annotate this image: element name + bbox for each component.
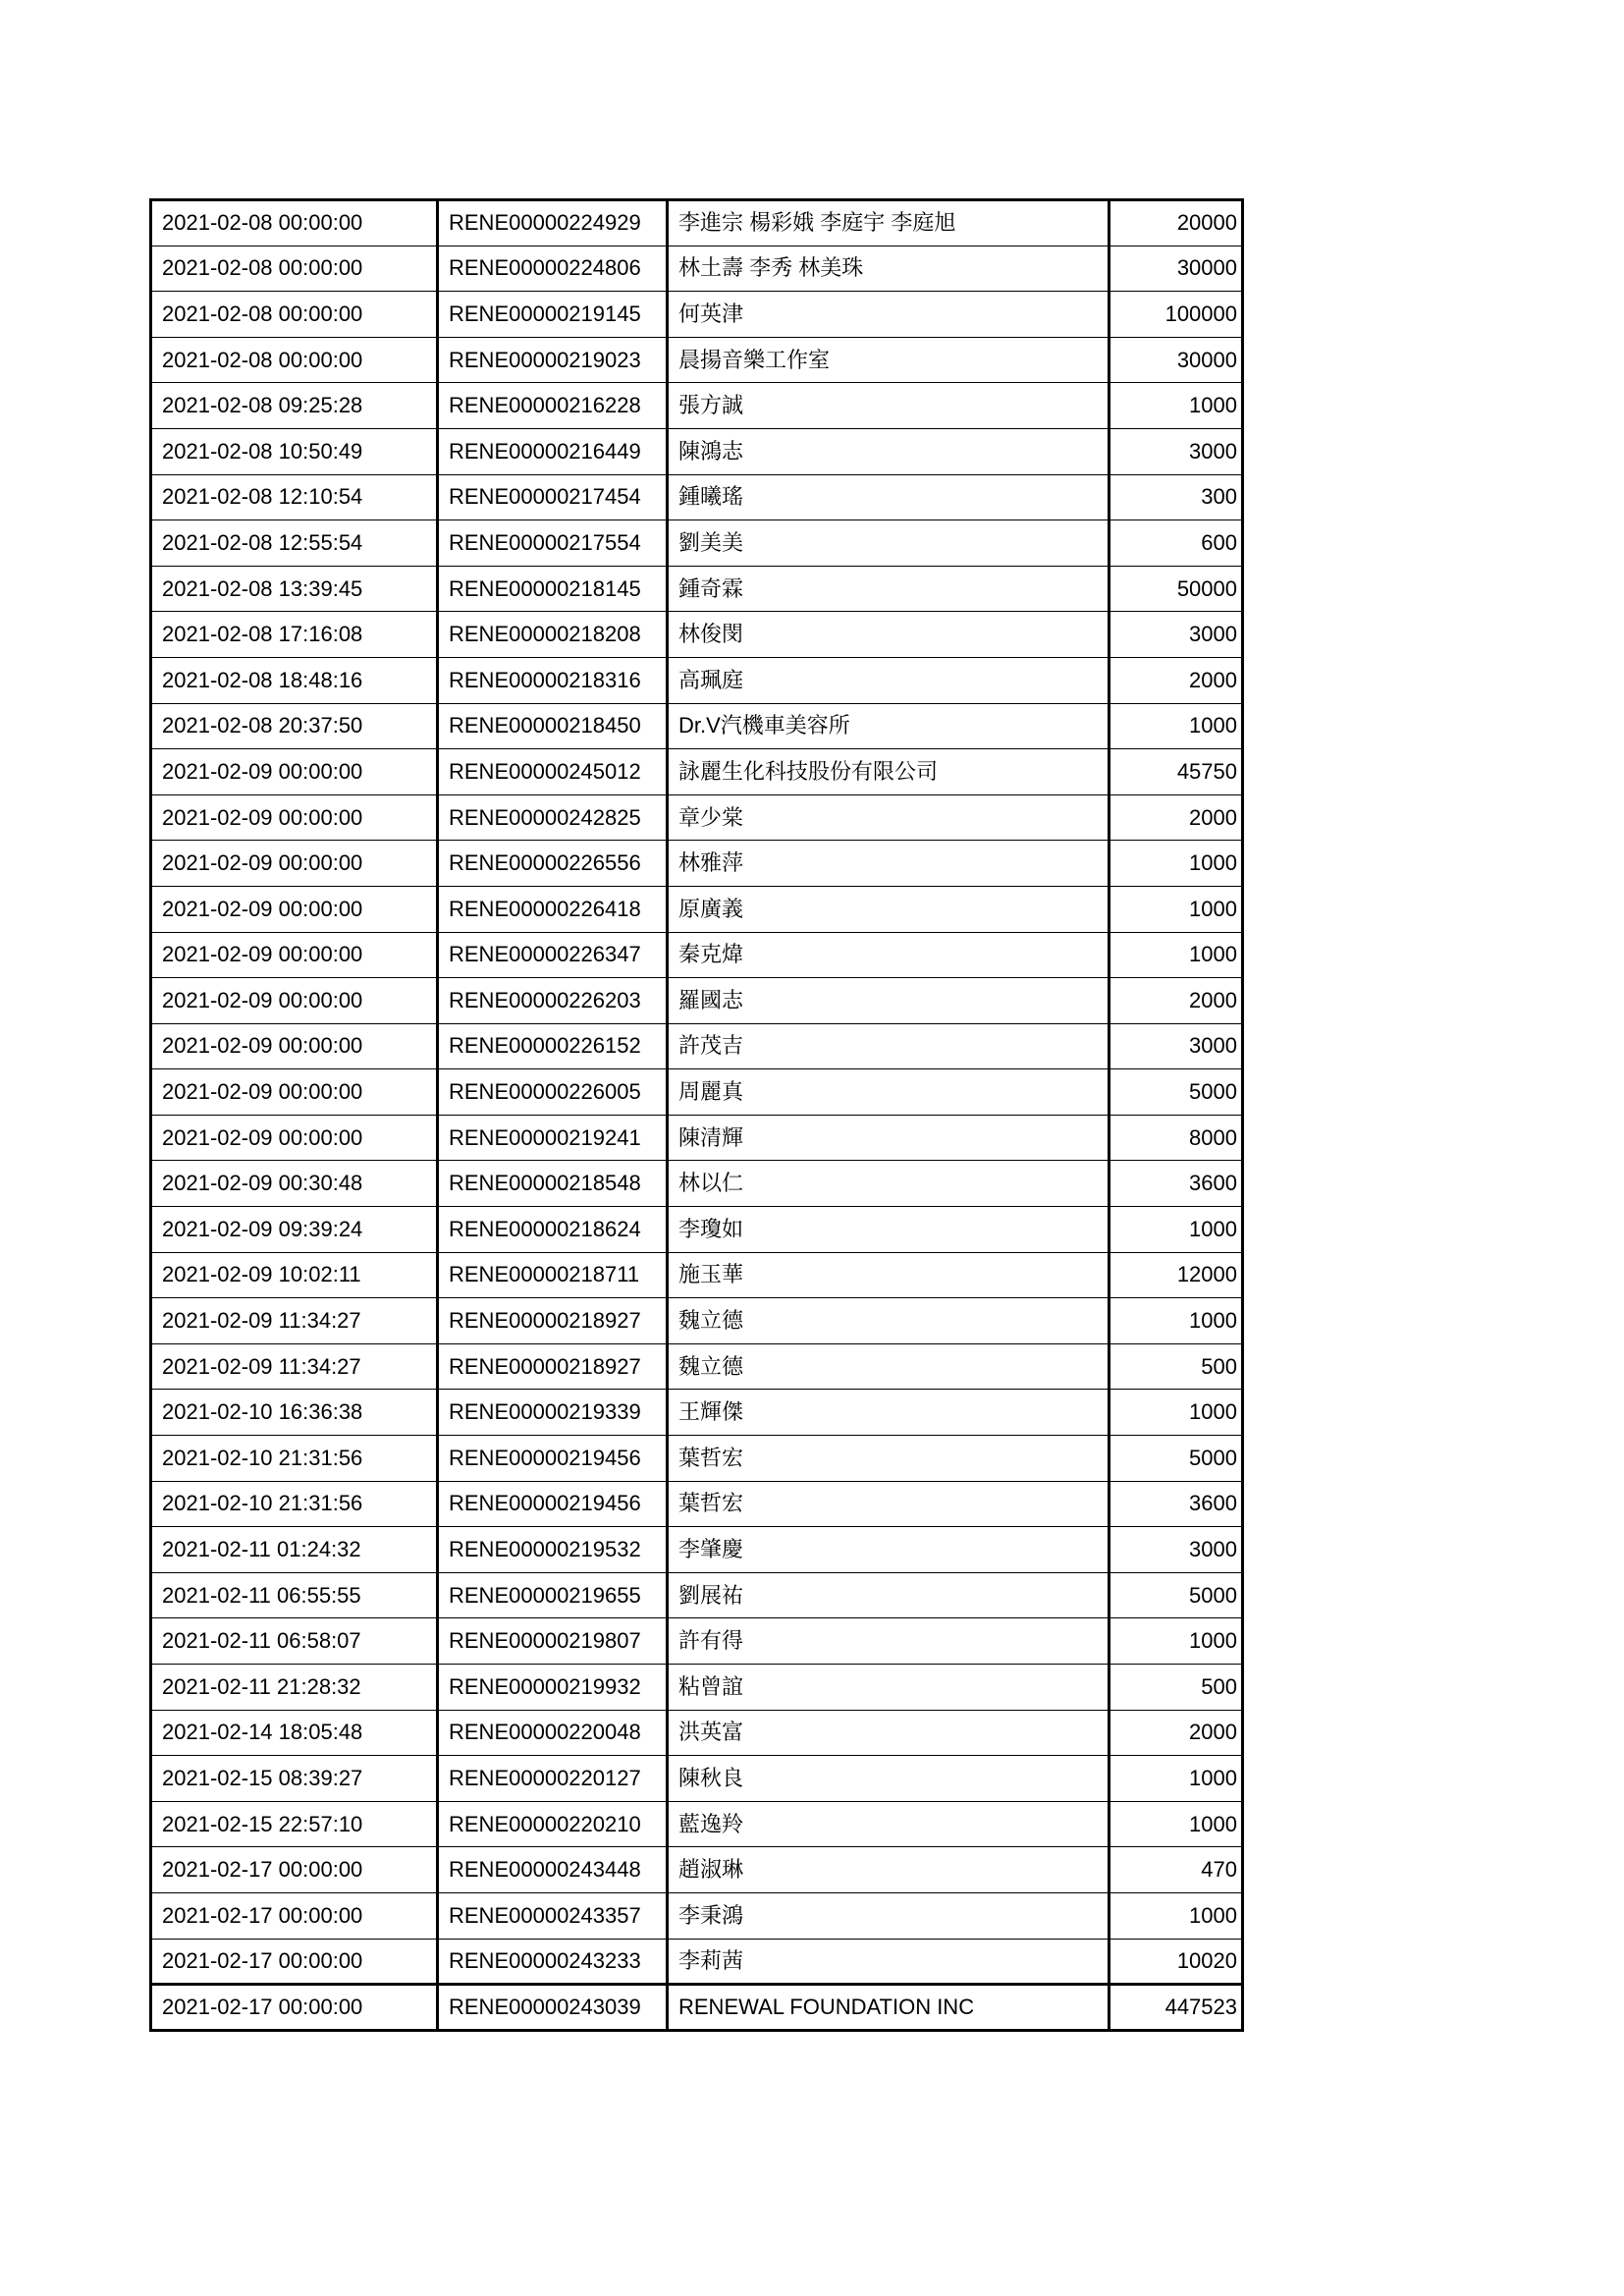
amount-cell: 1000 [1110,1892,1243,1939]
table-row [151,1527,1243,1573]
amount-cell: 100000 [1110,292,1243,338]
reference-id-cell: RENE00000243233 [438,1939,668,1985]
date-cell: 2021-02-08 20:37:50 [151,703,438,749]
table-row [151,1801,1243,1847]
donor-name-cell: 林土壽 李秀 林美珠 [668,246,1110,292]
reference-id-cell: RENE00000218450 [438,703,668,749]
donor-name-cell: 林以仁 [668,1161,1110,1207]
date-cell: 2021-02-09 00:00:00 [151,1069,438,1116]
donor-name-cell: 林雅萍 [668,841,1110,887]
amount-cell: 12000 [1110,1252,1243,1298]
amount-cell: 3000 [1110,612,1243,658]
amount-cell: 30000 [1110,337,1243,383]
table-row [151,1023,1243,1069]
date-cell: 2021-02-08 17:16:08 [151,612,438,658]
date-cell: 2021-02-09 00:00:00 [151,932,438,978]
reference-id-cell: RENE00000242825 [438,794,668,841]
donor-name-cell: 陳鴻志 [668,428,1110,474]
date-cell: 2021-02-11 01:24:32 [151,1527,438,1573]
amount-cell: 2000 [1110,657,1243,703]
table-row [151,932,1243,978]
amount-cell: 2000 [1110,978,1243,1024]
donor-name-cell: 粘曾誼 [668,1665,1110,1711]
donor-name-cell: 詠麗生化科技股份有限公司 [668,749,1110,795]
date-cell: 2021-02-08 00:00:00 [151,292,438,338]
table-row [151,1710,1243,1756]
table-row [151,1343,1243,1390]
date-cell: 2021-02-09 00:00:00 [151,978,438,1024]
table-row [151,566,1243,612]
table-row [151,1892,1243,1939]
date-cell: 2021-02-14 18:05:48 [151,1710,438,1756]
amount-cell: 10020 [1110,1939,1243,1985]
amount-cell: 3600 [1110,1481,1243,1527]
table-row [151,1665,1243,1711]
donor-name-cell: 周麗真 [668,1069,1110,1116]
date-cell: 2021-02-17 00:00:00 [151,1847,438,1893]
date-cell: 2021-02-08 10:50:49 [151,428,438,474]
table-row [151,1618,1243,1665]
amount-cell: 1000 [1110,383,1243,429]
reference-id-cell: RENE00000226203 [438,978,668,1024]
date-cell: 2021-02-11 06:55:55 [151,1572,438,1618]
reference-id-cell: RENE00000220127 [438,1756,668,1802]
table-row [151,1481,1243,1527]
table-row [151,428,1243,474]
donor-name-cell: 魏立德 [668,1343,1110,1390]
table-row [151,612,1243,658]
date-cell: 2021-02-15 22:57:10 [151,1801,438,1847]
table-row [151,200,1243,246]
reference-id-cell: RENE00000224806 [438,246,668,292]
reference-id-cell: RENE00000219532 [438,1527,668,1573]
table-row [151,1756,1243,1802]
table-row [151,474,1243,520]
amount-cell: 600 [1110,520,1243,567]
donor-name-cell: 秦克煒 [668,932,1110,978]
date-cell: 2021-02-09 11:34:27 [151,1343,438,1390]
reference-id-cell: RENE00000245012 [438,749,668,795]
date-cell: 2021-02-08 09:25:28 [151,383,438,429]
date-cell: 2021-02-09 11:34:27 [151,1298,438,1344]
amount-cell: 300 [1110,474,1243,520]
date-cell: 2021-02-09 00:00:00 [151,841,438,887]
reference-id-cell: RENE00000216449 [438,428,668,474]
reference-id-cell: RENE00000226347 [438,932,668,978]
date-cell: 2021-02-09 10:02:11 [151,1252,438,1298]
donor-name-cell: RENEWAL FOUNDATION INC [668,1985,1110,2031]
date-cell: 2021-02-15 08:39:27 [151,1756,438,1802]
reference-id-cell: RENE00000219023 [438,337,668,383]
amount-cell: 3600 [1110,1161,1243,1207]
date-cell: 2021-02-09 00:30:48 [151,1161,438,1207]
donor-name-cell: 陳秋良 [668,1756,1110,1802]
table-row [151,383,1243,429]
donor-name-cell: 許茂吉 [668,1023,1110,1069]
reference-id-cell: RENE00000218548 [438,1161,668,1207]
amount-cell: 20000 [1110,200,1243,246]
amount-cell: 500 [1110,1343,1243,1390]
amount-cell: 1000 [1110,1618,1243,1665]
date-cell: 2021-02-09 00:00:00 [151,886,438,932]
donor-name-cell: 高珮庭 [668,657,1110,703]
date-cell: 2021-02-17 00:00:00 [151,1892,438,1939]
amount-cell: 470 [1110,1847,1243,1893]
amount-cell: 30000 [1110,246,1243,292]
table-row [151,978,1243,1024]
reference-id-cell: RENE00000217454 [438,474,668,520]
reference-id-cell: RENE00000243357 [438,1892,668,1939]
table-row [151,703,1243,749]
table-row [151,657,1243,703]
amount-cell: 2000 [1110,1710,1243,1756]
amount-cell: 3000 [1110,1023,1243,1069]
donor-name-cell: 張方誠 [668,383,1110,429]
date-cell: 2021-02-09 09:39:24 [151,1207,438,1253]
reference-id-cell: RENE00000219145 [438,292,668,338]
table-row [151,1207,1243,1253]
table-row [151,841,1243,887]
amount-cell: 1000 [1110,1390,1243,1436]
amount-cell: 5000 [1110,1436,1243,1482]
table-row [151,1115,1243,1161]
donor-name-cell: 許有得 [668,1618,1110,1665]
amount-cell: 5000 [1110,1572,1243,1618]
amount-cell: 447523 [1110,1985,1243,2031]
reference-id-cell: RENE00000226152 [438,1023,668,1069]
donor-name-cell: 李進宗 楊彩娥 李庭宇 李庭旭 [668,200,1110,246]
amount-cell: 2000 [1110,794,1243,841]
reference-id-cell: RENE00000224929 [438,200,668,246]
date-cell: 2021-02-08 00:00:00 [151,246,438,292]
date-cell: 2021-02-08 00:00:00 [151,337,438,383]
reference-id-cell: RENE00000226556 [438,841,668,887]
donor-name-cell: 洪英富 [668,1710,1110,1756]
reference-id-cell: RENE00000218711 [438,1252,668,1298]
table-row [151,1161,1243,1207]
donor-name-cell: 葉哲宏 [668,1436,1110,1482]
amount-cell: 50000 [1110,566,1243,612]
donor-name-cell: 劉美美 [668,520,1110,567]
reference-id-cell: RENE00000219655 [438,1572,668,1618]
amount-cell: 500 [1110,1665,1243,1711]
donor-name-cell: 李瓊如 [668,1207,1110,1253]
amount-cell: 1000 [1110,1801,1243,1847]
donor-name-cell: 魏立德 [668,1298,1110,1344]
amount-cell: 1000 [1110,886,1243,932]
table-row [151,1847,1243,1893]
date-cell: 2021-02-09 00:00:00 [151,1023,438,1069]
table-row [151,1985,1243,2031]
date-cell: 2021-02-11 06:58:07 [151,1618,438,1665]
donor-name-cell: 陳清輝 [668,1115,1110,1161]
donor-name-cell: 鍾奇霖 [668,566,1110,612]
reference-id-cell: RENE00000218145 [438,566,668,612]
table-row [151,520,1243,567]
amount-cell: 5000 [1110,1069,1243,1116]
amount-cell: 45750 [1110,749,1243,795]
donor-name-cell: 李莉茜 [668,1939,1110,1985]
amount-cell: 1000 [1110,841,1243,887]
reference-id-cell: RENE00000220048 [438,1710,668,1756]
donor-name-cell: 王輝傑 [668,1390,1110,1436]
date-cell: 2021-02-08 18:48:16 [151,657,438,703]
reference-id-cell: RENE00000219807 [438,1618,668,1665]
donor-name-cell: 趙淑琳 [668,1847,1110,1893]
donor-name-cell: 李肇慶 [668,1527,1110,1573]
date-cell: 2021-02-08 12:10:54 [151,474,438,520]
amount-cell: 1000 [1110,1207,1243,1253]
reference-id-cell: RENE00000243039 [438,1985,668,2031]
donation-table [149,198,1244,2032]
date-cell: 2021-02-09 00:00:00 [151,1115,438,1161]
amount-cell: 1000 [1110,1756,1243,1802]
table-row [151,1069,1243,1116]
reference-id-cell: RENE00000219456 [438,1436,668,1482]
donor-name-cell: 何英津 [668,292,1110,338]
reference-id-cell: RENE00000220210 [438,1801,668,1847]
reference-id-cell: RENE00000216228 [438,383,668,429]
amount-cell: 8000 [1110,1115,1243,1161]
date-cell: 2021-02-08 13:39:45 [151,566,438,612]
amount-cell: 3000 [1110,428,1243,474]
amount-cell: 1000 [1110,703,1243,749]
date-cell: 2021-02-17 00:00:00 [151,1985,438,2031]
donor-name-cell: 章少棠 [668,794,1110,841]
date-cell: 2021-02-10 21:31:56 [151,1436,438,1482]
donor-name-cell: 林俊閔 [668,612,1110,658]
reference-id-cell: RENE00000218316 [438,657,668,703]
date-cell: 2021-02-08 12:55:54 [151,520,438,567]
reference-id-cell: RENE00000218927 [438,1343,668,1390]
table-row [151,246,1243,292]
reference-id-cell: RENE00000226418 [438,886,668,932]
table-row [151,749,1243,795]
table-row [151,1939,1243,1985]
table-row [151,1252,1243,1298]
date-cell: 2021-02-09 00:00:00 [151,794,438,841]
reference-id-cell: RENE00000219241 [438,1115,668,1161]
table-row [151,1390,1243,1436]
reference-id-cell: RENE00000219932 [438,1665,668,1711]
date-cell: 2021-02-17 00:00:00 [151,1939,438,1985]
amount-cell: 1000 [1110,1298,1243,1344]
reference-id-cell: RENE00000218624 [438,1207,668,1253]
table-row [151,1436,1243,1482]
donor-name-cell: 羅國志 [668,978,1110,1024]
reference-id-cell: RENE00000217554 [438,520,668,567]
reference-id-cell: RENE00000219339 [438,1390,668,1436]
donor-name-cell: 李秉鴻 [668,1892,1110,1939]
table-row [151,794,1243,841]
table-row [151,886,1243,932]
reference-id-cell: RENE00000219456 [438,1481,668,1527]
date-cell: 2021-02-11 21:28:32 [151,1665,438,1711]
donor-name-cell: 劉展祐 [668,1572,1110,1618]
amount-cell: 1000 [1110,932,1243,978]
table-row [151,1298,1243,1344]
donor-name-cell: 鍾曦瑤 [668,474,1110,520]
table-row [151,1572,1243,1618]
table-row [151,292,1243,338]
donor-name-cell: 葉哲宏 [668,1481,1110,1527]
date-cell: 2021-02-09 00:00:00 [151,749,438,795]
donor-name-cell: 原廣義 [668,886,1110,932]
donor-name-cell: 施玉華 [668,1252,1110,1298]
reference-id-cell: RENE00000243448 [438,1847,668,1893]
date-cell: 2021-02-08 00:00:00 [151,200,438,246]
donor-name-cell: Dr.V汽機車美容所 [668,703,1110,749]
donor-name-cell: 藍逸羚 [668,1801,1110,1847]
reference-id-cell: RENE00000218208 [438,612,668,658]
donation-table-body [151,200,1243,2031]
date-cell: 2021-02-10 16:36:38 [151,1390,438,1436]
donor-name-cell: 晨揚音樂工作室 [668,337,1110,383]
reference-id-cell: RENE00000218927 [438,1298,668,1344]
amount-cell: 3000 [1110,1527,1243,1573]
table-row [151,337,1243,383]
reference-id-cell: RENE00000226005 [438,1069,668,1116]
date-cell: 2021-02-10 21:31:56 [151,1481,438,1527]
